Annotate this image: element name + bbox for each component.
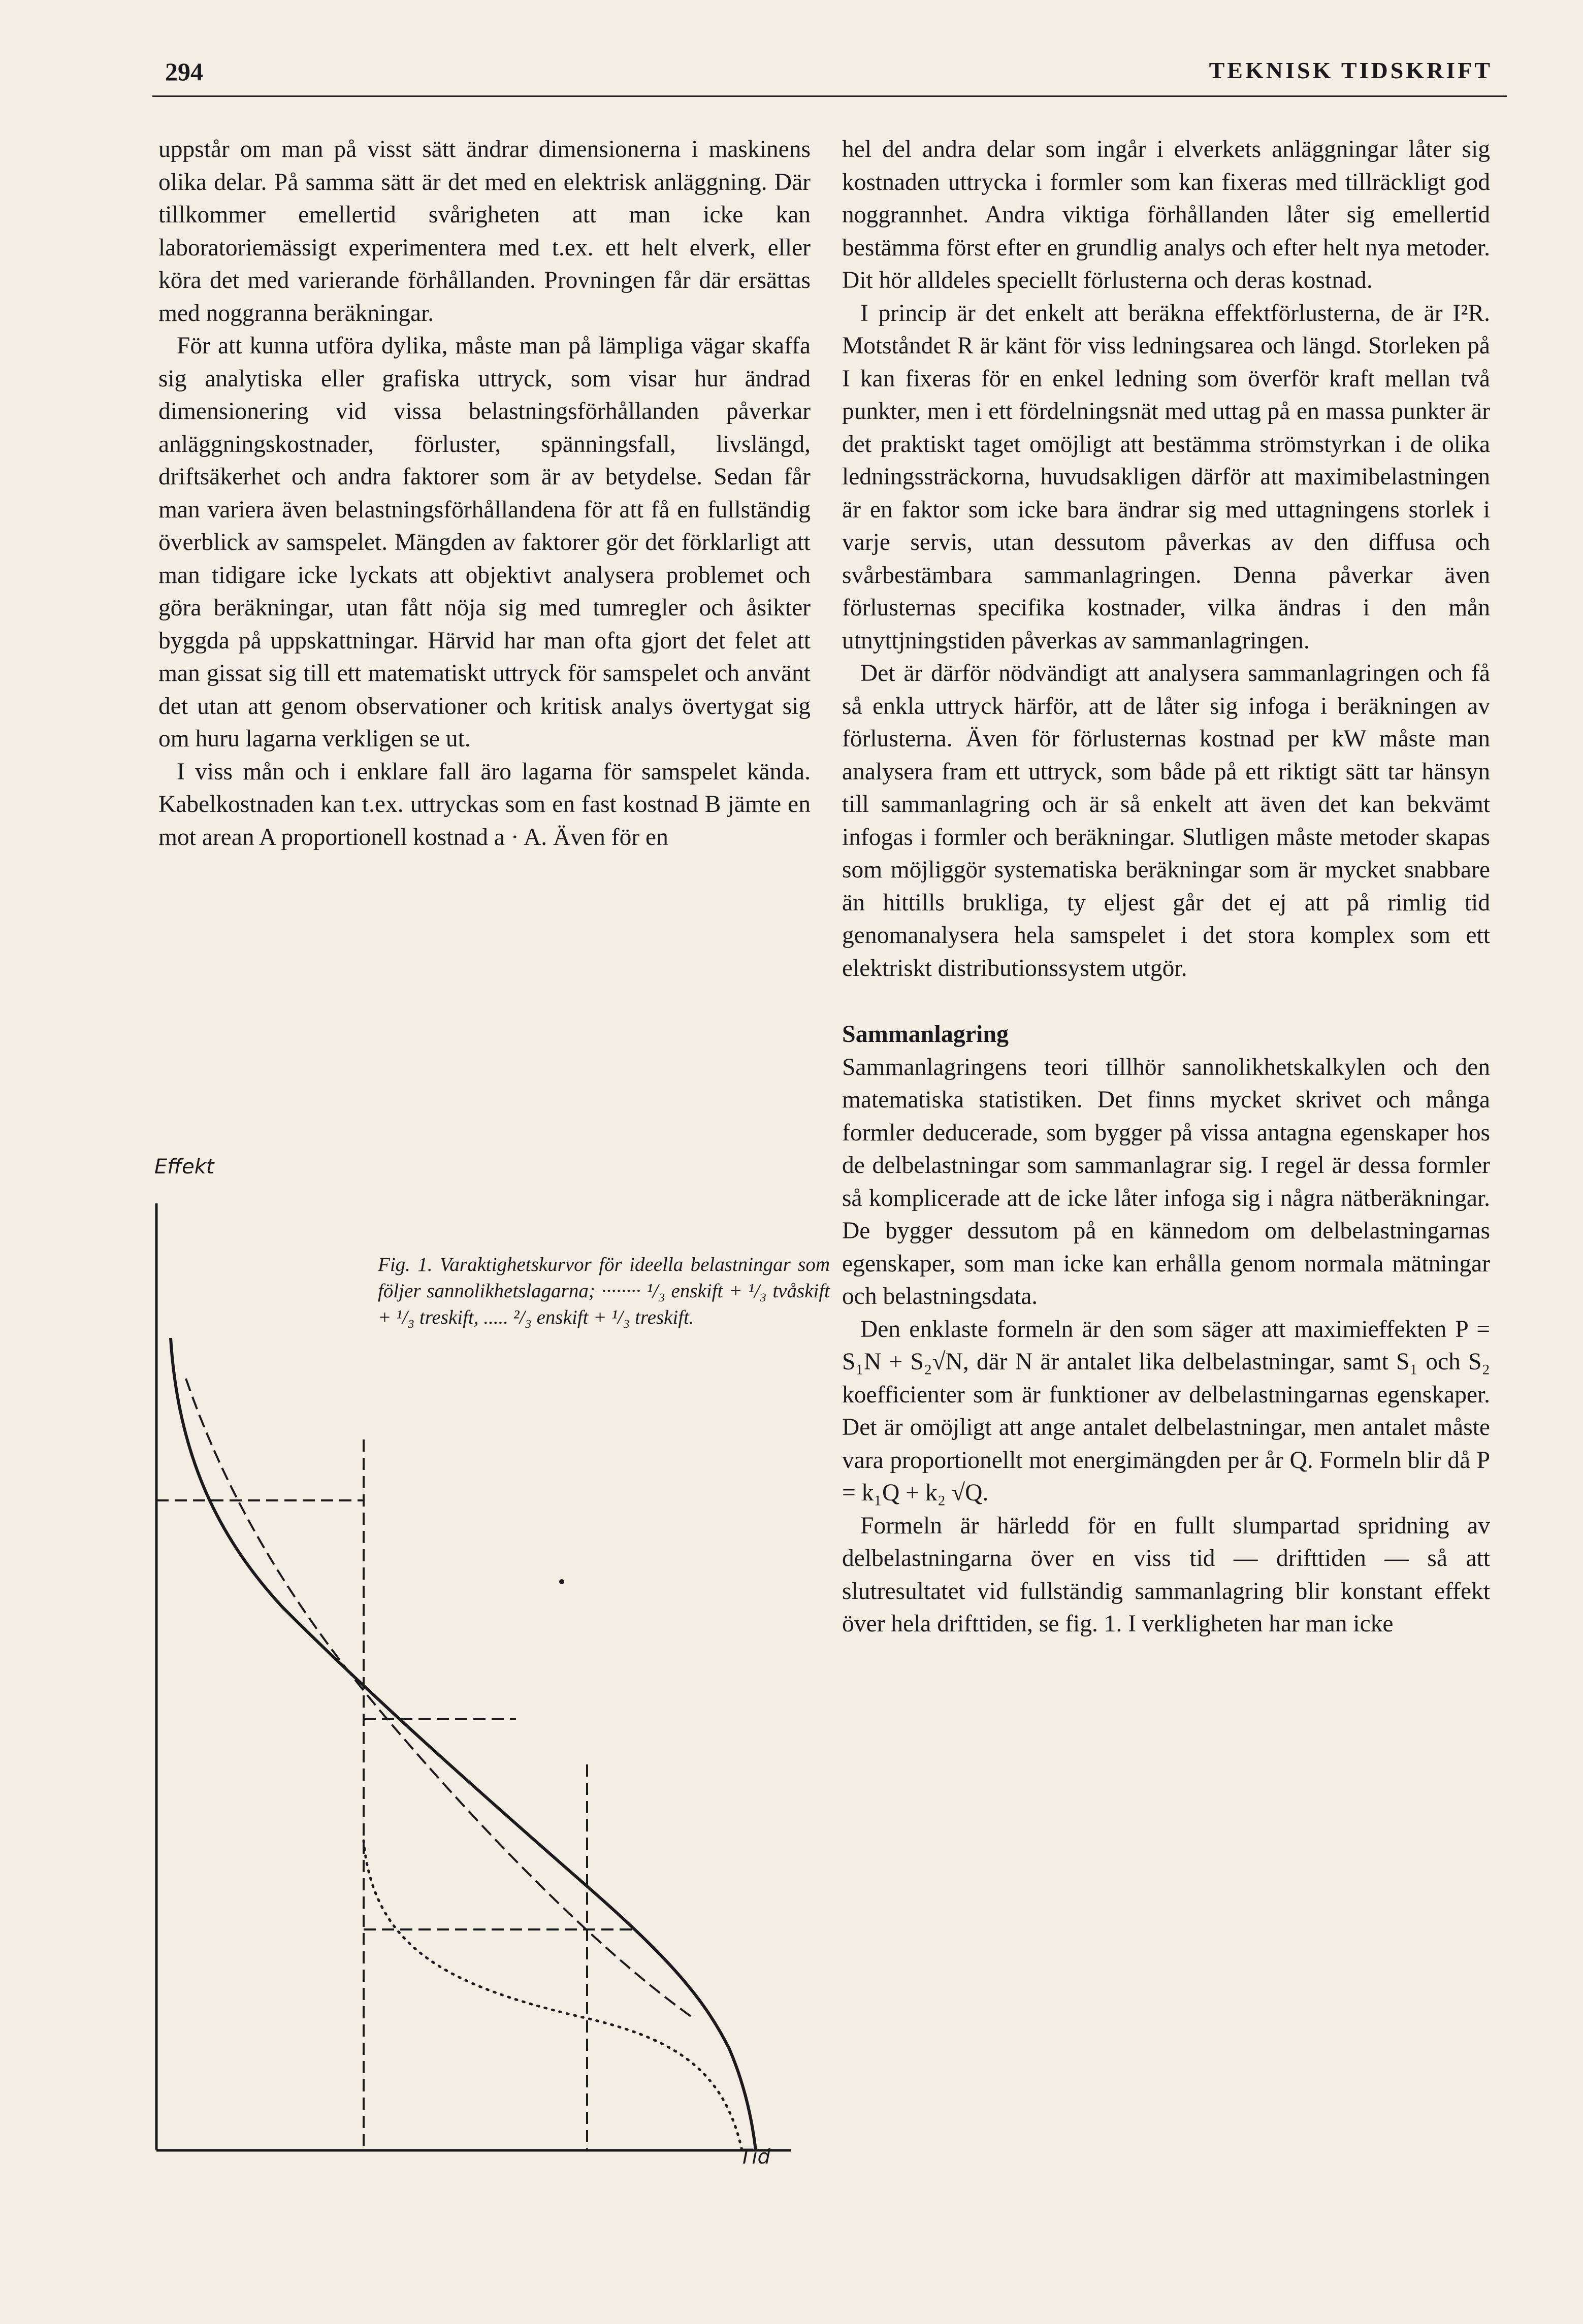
figure-caption: Fig. 1. Varaktighetskurvor för ideella belastningar som följer sannolikhetslagarna; ········ ¹/₃ enskift + ¹/₃ tvåskift + ¹/₃ treskift, ..... ²/₃ enskift + ¹/₃ treskift.	[378, 1254, 830, 1328]
plot-dot	[559, 1579, 564, 1584]
right-column	[842, 133, 1490, 1641]
paragraph: hel del andra delar som ingår i elverkets anläggningar låter sig kostnaden uttrycka i formler som kan fixeras med tillräckligt god noggrannhet. Andra viktiga förhållanden låter sig emellertid bestämma först efter en grundlig analys och efter helt nya metoder. Dit hör alldeles speciellt förlusterna och deras kostnad.	[842, 136, 1490, 293]
figure-duration-curves	[150, 1155, 830, 2171]
paragraph: Den enklaste formeln är den som säger att maximieffekten P = S₁N + S₂√N, där N är antalet lika delbelastningar, samt S₁ och S₂ koefficienter som är funktioner av delbelastningarnas egenskaper. Det är omöjligt att ange antalet delbelastningar, men antalet måste vara proportionellt mot energimängden per år Q. Formeln blir då P = k₁Q + k₂ √Q.	[842, 1316, 1490, 1506]
paragraph: För att kunna utföra dylika, måste man på lämpliga vägar skaffa sig analytiska eller grafiska uttryck, som visar hur ändrad dimensionering vid vissa belastningsförhållanden påverkar anläggningskostnader, förluster, spänningsfall, livslängd, driftsäkerhet och andra faktorer som är av betydelse. Sedan får man variera även belastningsförhållandena för att få en fullständig överblick av samspelet. Mängden av faktorer gör det förklarligt att man tidigare icke lyckats att objektivt analysera problemet och göra beräkningar, utan fått nöja sig med tumregler och åsikter byggda på uppskattningar. Härvid har man ofta gjort det felet att man gissat sig till ett matematiskt uttryck för samspelet och använt det utan att genom observationer och kritisk analys övertygat sig om huru lagarna verkligen se ut.	[158, 333, 811, 752]
paragraph: I princip är det enkelt att beräkna effektförlusterna, de är I²R. Motståndet R är känt för viss ledningsarea och längd. Storleken på I kan fixeras för en enkel ledning som överför kraft mellan två punkter, men i ett fördelningsnät med uttag på en massa punkter är det praktiskt taget omöjligt att bestämma strömstyrkan i de olika ledningssträckorna, huvudsakligen därför att maximibelastningen är en faktor som icke bara ändrar sig med uttagningens storlek i varje servis, utan dessutom påverkas av den diffusa och svårbestämbara sammanlagringen. Denna påverkar även förlusternas specifika kostnader, vilka ändras i den mån utnyttjningstiden påverkas av sammanlagringen.	[842, 300, 1490, 654]
paragraph: uppstår om man på visst sätt ändrar dimensionerna i maskinens olika delar. På samma sätt är det med en elektrisk anläggning. Där tillkommer emellertid svårigheten att man icke kan laboratoriemässigt experimentera med t.ex. ett helt elverk, eller köra det med varierande förhållanden. Provningen får där ersättas med noggranna beräkningar.	[158, 136, 811, 326]
paragraph: Det är därför nödvändigt att analysera sammanlagringen och få så enkla uttryck härför, att de låter sig infoga i beräkningen av förlusterna. Även för förlusternas kostnad per kW måste man analysera fram ett uttryck, som både på ett riktigt sätt tar hänsyn till sammanlagring och är så enkelt att även det kan bekvämt infogas i formler och beräkningar. Slutligen måste metoder skapas som möjliggör systematiska beräkningar som är mycket snabbare än hittills brukliga, ty eljest går det ej att på rimlig tid genomanalysera hela samspelet i det stora komplex som ett elektriskt distributionssystem utgör.	[842, 660, 1490, 981]
y-axis-label: Effekt	[154, 1155, 214, 1179]
duration-curve-dashed	[186, 1379, 694, 2018]
paragraph: I viss mån och i enklare fall äro lagarna för samspelet kända. Kabelkostnaden kan t.ex. uttryckas som en fast kostnad B jämte en mot arean A proportionell kostnad a · A. Även för en	[158, 758, 811, 850]
x-axis-label: Tid	[739, 2145, 770, 2169]
page-number: 294	[165, 57, 203, 86]
journal-title: TEKNISK TIDSKRIFT	[1209, 57, 1493, 83]
paragraph: Sammanlagringens teori tillhör sannolikhetskalkylen och den matematiska statistiken. Det finns mycket skrivet och många formler deducerade, som bygger på vissa antagna egenskaper hos de delbelastningar som sammanlagrar sig. I regel är dessa formler så komplicerade att de icke låter infoga sig i några nätberäkningar. De bygger dessutom på en kännedom om delbelastningarnas egenskaper, som man icke kan erhålla genom normala mätningar och belastningsdata.	[842, 1054, 1490, 1310]
duration-curve-solid	[171, 1338, 756, 2150]
section-heading: Sammanlagring	[842, 1021, 1009, 1048]
duration-curve-dotted	[364, 1841, 742, 2150]
left-column	[158, 133, 811, 854]
header-rule	[152, 95, 1507, 97]
paragraph: Formeln är härledd för en fullt slumpartad spridning av delbelastningarna över en viss tid — drifttiden — så att slutresultatet vid fullständig sammanlagring blir konstant effekt över hela drifttiden, se fig. 1. I verkligheten har man icke	[842, 1512, 1490, 1637]
